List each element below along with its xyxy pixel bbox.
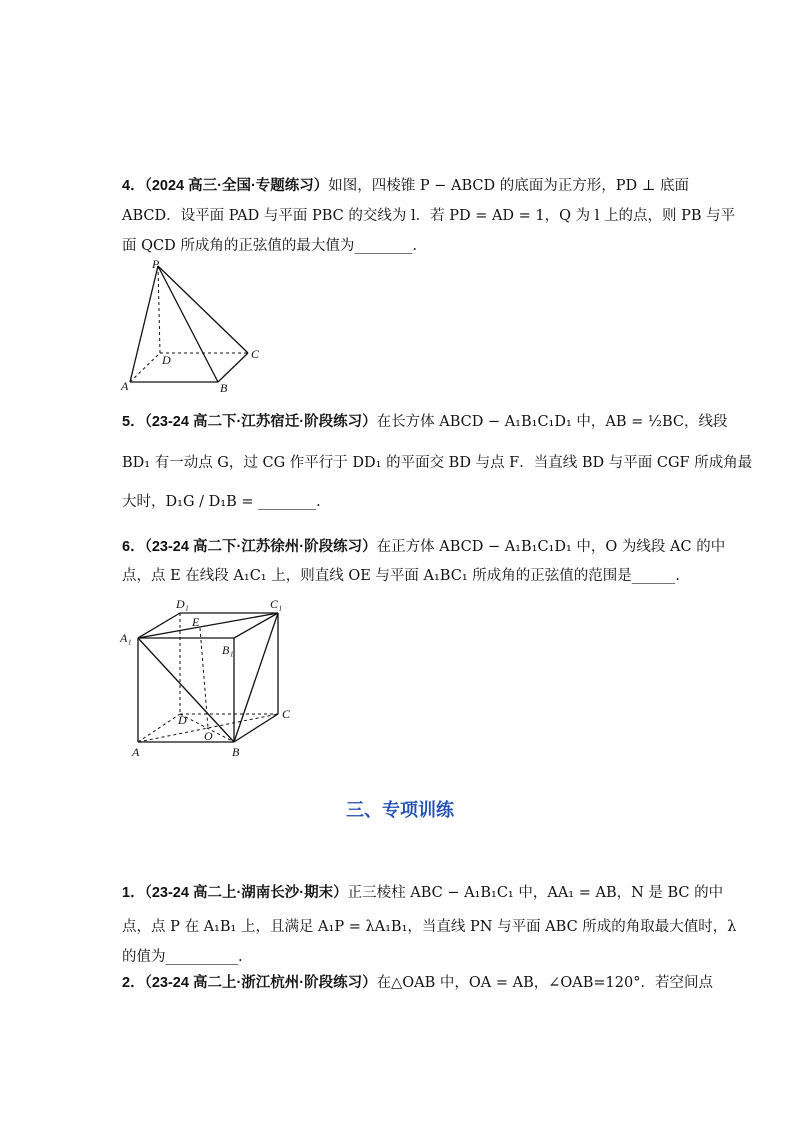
problem-text: 在长方体 ABCD − A₁B₁C₁D₁ 中，AB = ½BC，线段 [376,414,728,430]
label-C1: C₁ [270,597,283,611]
problem-source: （23-24 高二下·江苏宿迁·阶段练习） [144,414,377,430]
label-B: B [220,381,228,395]
problem-source: （23-24 高二下·江苏徐州·阶段练习） [144,539,377,555]
label-C: C [282,707,291,721]
problem-5-line-2: BD₁ 有一动点 G，过 CG 作平行于 DD₁ 的平面交 BD 与点 F．当直线 BD 与平面 CGF 所成角最 [122,455,753,471]
problem-source: （2024 高三·全国·专题练习） [144,178,329,194]
training-2-line-1 [122,973,713,993]
pyramid-figure [118,258,268,398]
training-1-line-1 [122,883,723,903]
problem-number: 6． [122,539,145,555]
label-D: D [162,353,171,367]
problem-number: 1． [122,885,145,901]
label-P: P [152,258,160,271]
label-B: B [232,745,240,759]
problem-text: 在△OAB 中，OA = AB，∠OAB=120°．若空间点 [376,975,713,991]
problem-number: 2． [122,975,145,991]
problem-number: 5． [122,414,145,430]
label-E: E [192,615,200,629]
training-1-line-3: 的值为__________. [122,949,243,965]
problem-source: （23-24 高二上·湖南长沙·期末） [144,885,348,901]
label-A: A [132,745,140,759]
cube-figure [118,594,308,764]
problem-source: （23-24 高二上·浙江杭州·阶段练习） [144,975,377,991]
problem-4-line-1 [122,176,689,196]
problem-5-line-3: 大时，D₁G / D₁B = ________. [122,494,321,510]
label-C: C [251,347,260,361]
label-A: A [121,379,129,393]
problem-text: 在正方体 ABCD − A₁B₁C₁D₁ 中，O 为线段 AC 的中 [376,539,726,555]
problem-6-line-2: 点，点 E 在线段 A₁C₁ 上，则直线 OE 与平面 A₁BC₁ 所成角的正弦值的范围是______. [122,568,680,584]
problem-number: 4． [122,178,145,194]
problem-5-line-1 [122,412,727,432]
label-D1: D₁ [176,597,189,611]
problem-text: 正三棱柱 ABC − A₁B₁C₁ 中，AA₁ = AB，N 是 BC 的中 [347,885,724,901]
training-1-line-2: 点，点 P 在 A₁B₁ 上，且满足 A₁P = λA₁B₁，当直线 PN 与平面 ABC 所成的角取最大值时，λ [122,919,737,935]
problem-4-line-2: ABCD．设平面 PAD 与平面 PBC 的交线为 l．若 PD = AD = 1，Q 为 l 上的点，则 PB 与平 [122,208,736,224]
problem-6-line-1 [122,537,725,557]
label-A1: A₁ [120,631,132,645]
label-D: D [178,713,187,727]
problem-text: 如图，四棱锥 P − ABCD 的底面为正方形，PD ⊥ 底面 [328,178,689,194]
label-B1: B₁ [222,643,234,657]
section-heading: 三、专项训练 [346,800,454,821]
label-O: O [204,729,213,743]
problem-4-line-3: 面 QCD 所成角的正弦值的最大值为________. [122,238,417,254]
